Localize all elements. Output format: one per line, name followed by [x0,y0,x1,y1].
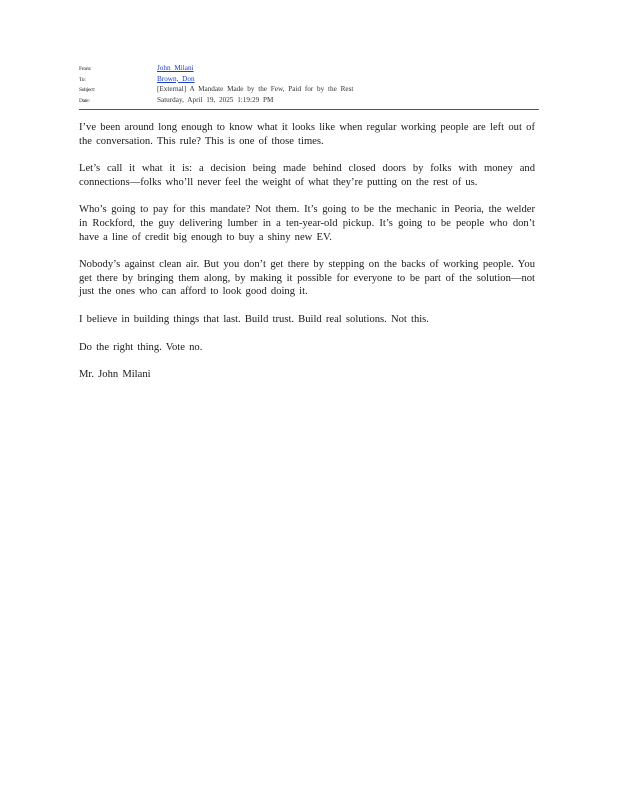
email-header [79,63,539,105]
to-label: To: [79,76,86,83]
header-divider [79,109,539,110]
body-paragraph: Do the right thing. Vote no. [79,341,203,353]
subject-label: Subject: [79,87,95,93]
body-paragraph: I believe in building things that last. Build trust. Build real solutions. Not this. [79,313,429,325]
from-label: From: [79,66,92,72]
to-link[interactable]: Brown, Don [157,74,195,83]
to-row [79,74,539,85]
subject-row [79,84,539,95]
body-paragraph: Nobody’s against clean air. But you don’t get there by stepping on the backs of working people. You get there by bringing them along, by making it possible for everyone to be part of the solution—not just the ones who can afford to look good doing it. [79,259,535,298]
from-row [79,63,539,74]
signature: Mr. John Milani [79,369,151,381]
from-link[interactable]: John Milani [157,64,194,72]
subject-value: [External] A Mandate Made by the Few, Paid for by the Rest [157,85,354,93]
body-paragraph: I’ve been around long enough to know what it looks like when regular working people are left out of the conversation. This rule? This is one of those times. [79,122,535,147]
date-value: Saturday, April 19, 2025 1:19:29 PM [157,95,274,104]
body-paragraph: Let’s call it what it is: a decision being made behind closed doors by folks with money and connections—folks who’ll never feel the weight of what they’re putting on the rest of us. [79,163,535,188]
date-label: Date: [79,97,90,104]
body-paragraph: Who’s going to pay for this mandate? Not them. It’s going to be the mechanic in Peoria, the welder in Rockford, the guy delivering lumber in a ten-year-old pickup. It’s going to be people who don’t have a line of credit big enough to buy a shiny new EV. [79,204,535,243]
email-body [79,121,535,396]
date-row [79,95,539,106]
